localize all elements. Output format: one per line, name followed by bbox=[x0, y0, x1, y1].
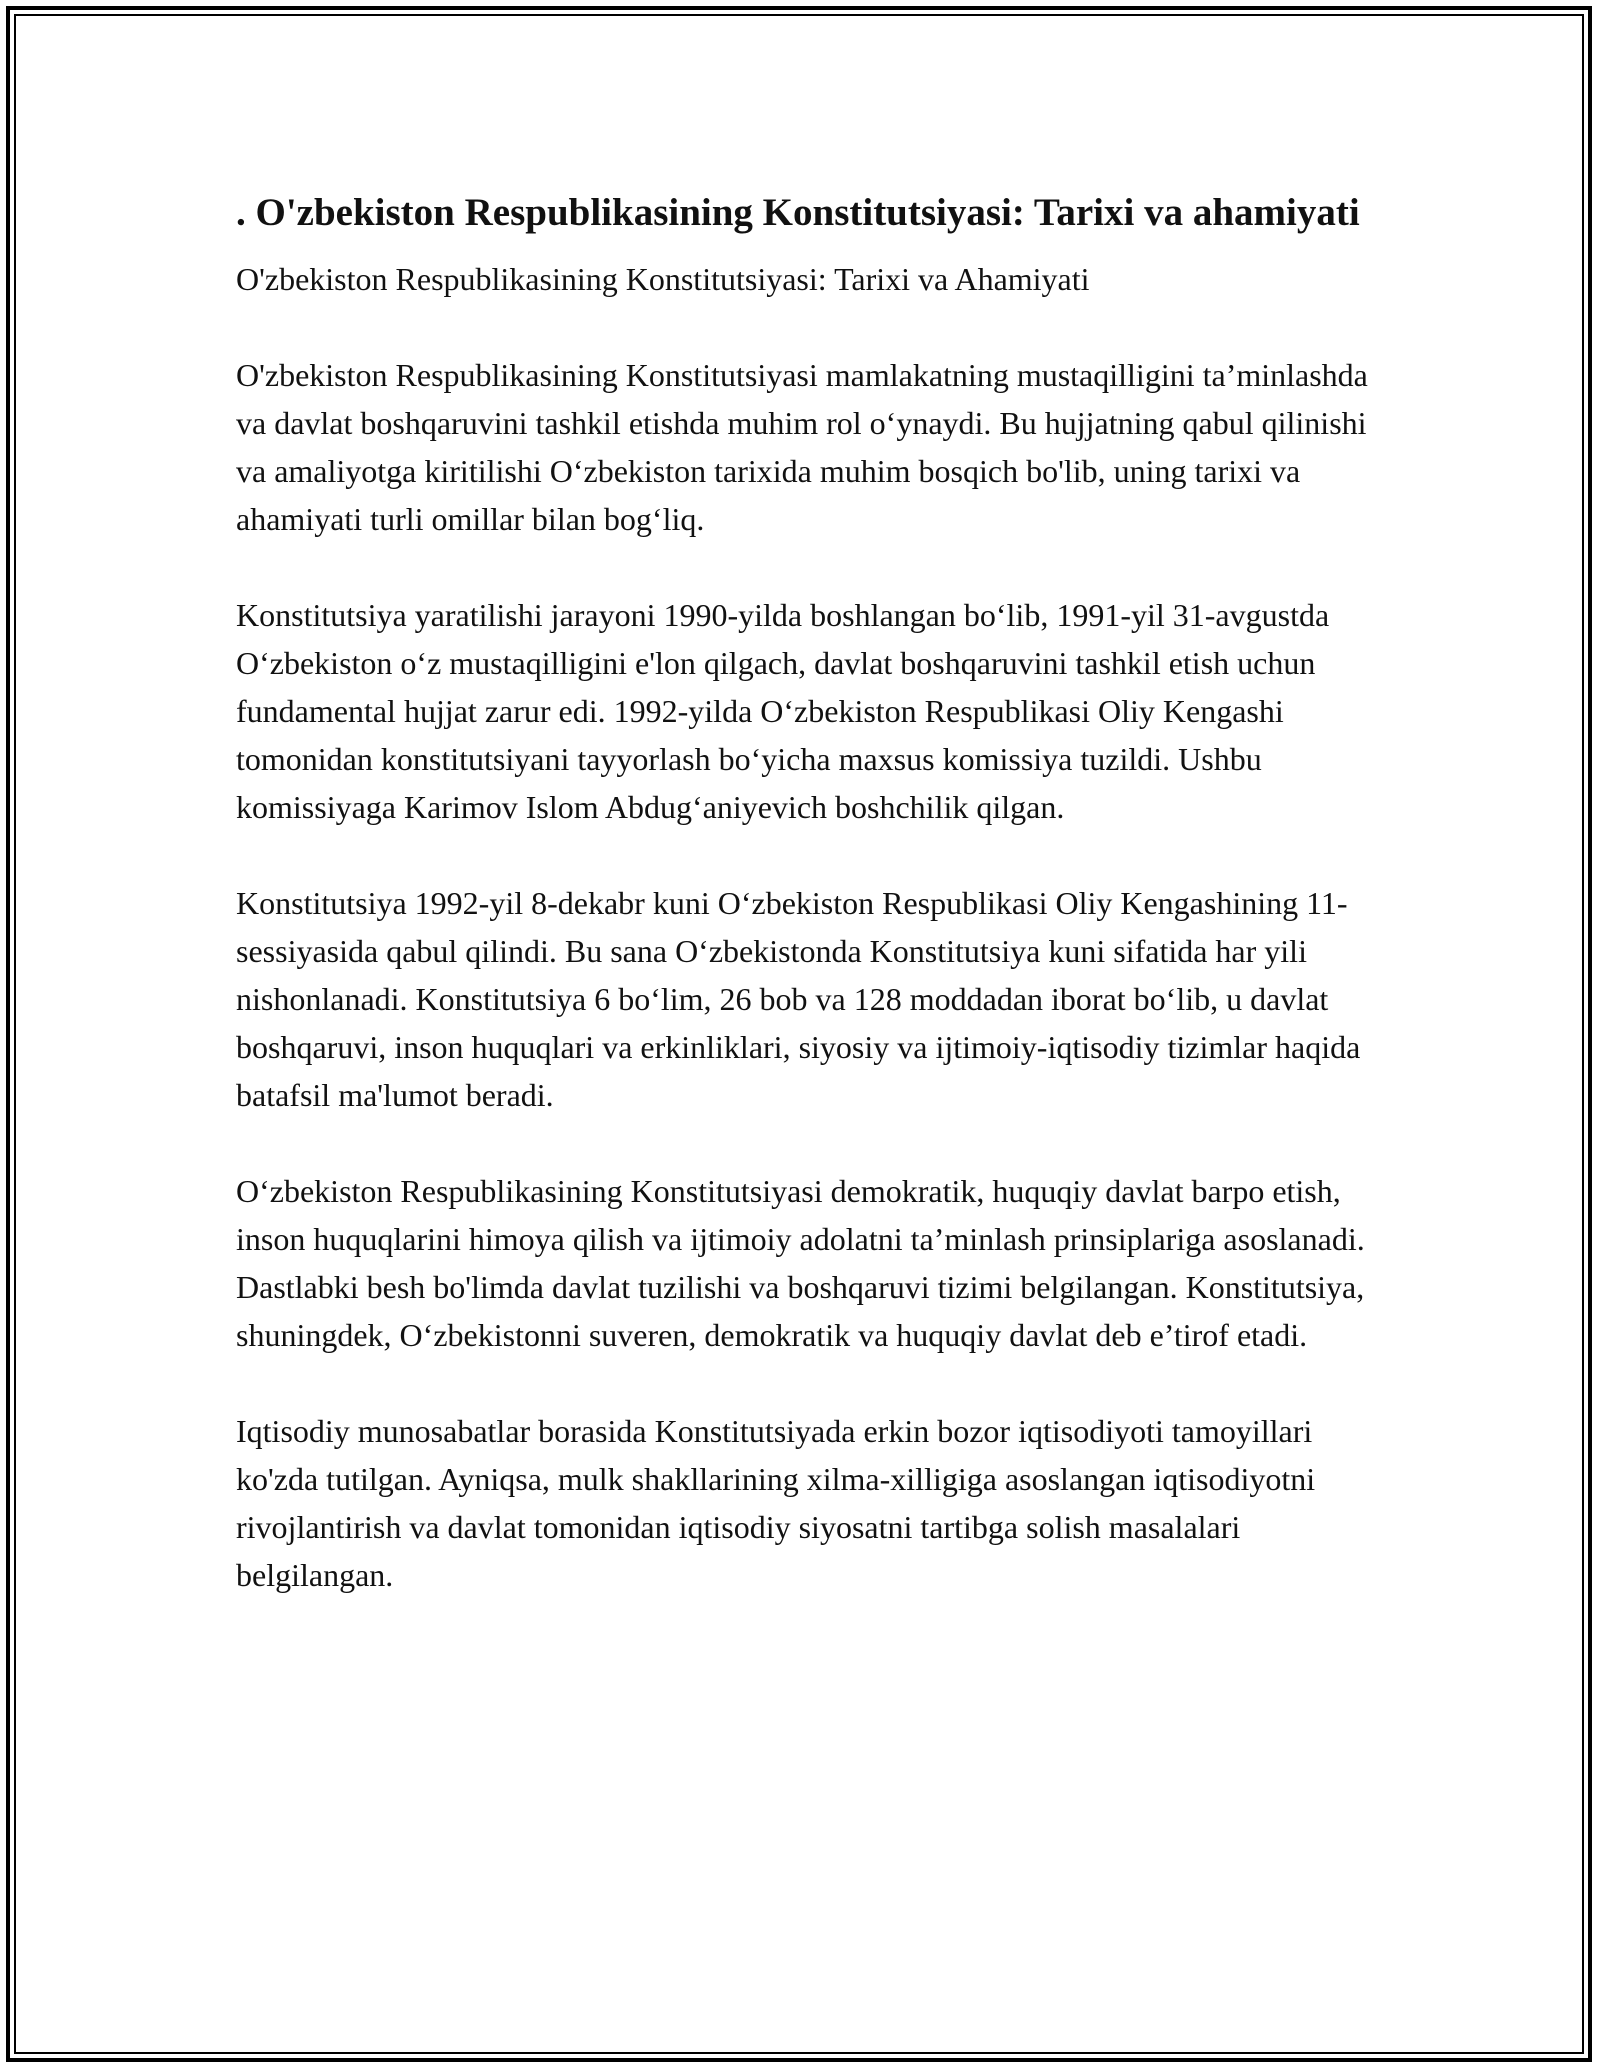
document-subtitle: O'zbekiston Respublikasining Konstitutsiyasi: Tarixi va Ahamiyati bbox=[236, 261, 1090, 297]
document-title: . O'zbekiston Respublikasining Konstitutsiyasi: Tarixi va ahamiyati bbox=[236, 191, 1360, 234]
paragraph-principles: O‘zbekiston Respublikasining Konstitutsiyasi demokratik, huquqiy davlat barpo etish, inson huquqlarini himoya qilish va ijtimoiy adolatni ta’minlash prinsiplariga asoslanadi. Dastlabki besh bo'limda davlat tuzilishi va boshqaruvi tizimi belgilangan. Konstitutsiya, shuningdek, O‘zbekistonni suveren, demokratik va huquqiy davlat deb e’tirof etadi. bbox=[236, 1173, 1365, 1353]
document-body bbox=[236, 184, 1376, 1599]
paragraph-history: Konstitutsiya yaratilishi jarayoni 1990-yilda boshlangan bo‘lib, 1991-yil 31-avgustda O‘zbekiston o‘z mustaqilligini e'lon qilgach, davlat boshqaruvini tashkil etish uchun fundamental hujjat zarur edi. 1992-yilda O‘zbekiston Respublikasi Oliy Kengashi tomonidan konstitutsiyani tayyorlash bo‘yicha maxsus komissiya tuzildi. Ushbu komissiyaga Karimov Islom Abdug‘aniyevich boshchilik qilgan. bbox=[236, 597, 1330, 825]
paragraph-intro: O'zbekiston Respublikasining Konstitutsiyasi mamlakatning mustaqilligini ta’minlashda va davlat boshqaruvini tashkil etishda muhim rol o‘ynaydi. Bu hujjatning qabul qilinishi va amaliyotga kiritilishi O‘zbekiston tarixida muhim bosqich bo'lib, uning tarixi va ahamiyati turli omillar bilan bog‘liq. bbox=[236, 357, 1368, 537]
paragraph-adoption: Konstitutsiya 1992-yil 8-dekabr kuni O‘zbekiston Respublikasi Oliy Kengashining 11-sessiyasida qabul qilindi. Bu sana O‘zbekistonda Konstitutsiya kuni sifatida har yili nishonlanadi. Konstitutsiya 6 bo‘lim, 26 bob va 128 moddadan iborat bo‘lib, u davlat boshqaruvi, inson huquqlari va erkinliklari, siyosiy va ijtimoiy-iqtisodiy tizimlar haqida batafsil ma'lumot beradi. bbox=[236, 885, 1361, 1113]
paragraph-economy: Iqtisodiy munosabatlar borasida Konstitutsiyada erkin bozor iqtisodiyoti tamoyillari ko'zda tutilgan. Ayniqsa, mulk shakllarining xilma-xilligiga asoslangan iqtisodiyotni rivojlantirish va davlat tomonidan iqtisodiy siyosatni tartibga solish masalalari belgilangan. bbox=[236, 1413, 1316, 1593]
